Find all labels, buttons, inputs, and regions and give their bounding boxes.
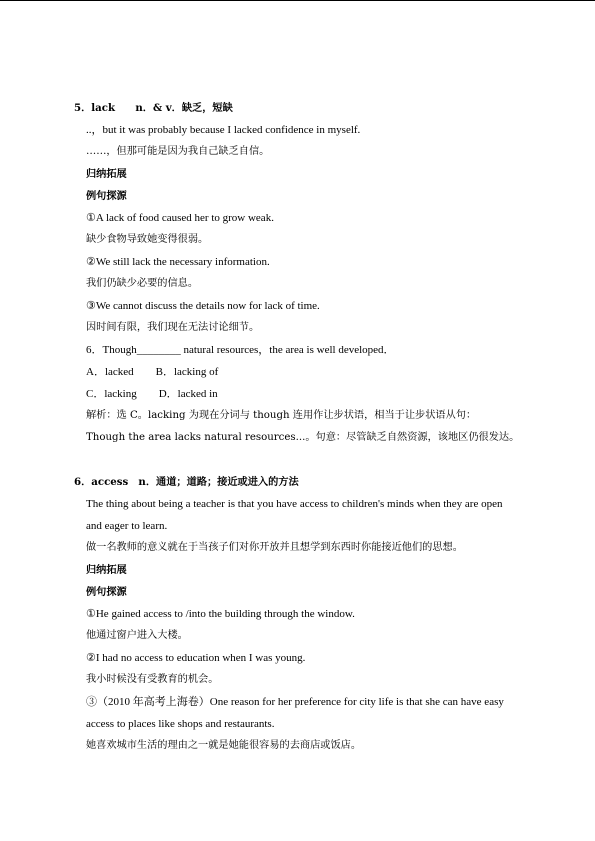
section5-analysis-line1: 解析：选 C。lacking 为现在分词与 though 连用作让步状语，相当于让步状语从句： <box>86 410 477 421</box>
section5-ex3-zh: 因时间有限，我们现在无法讨论细节。 <box>86 322 260 333</box>
section6-ex3-zh: 她喜欢城市生活的理由之一就是她能很容易的去商店或饭店。 <box>86 740 362 751</box>
section5-expand-title: 归纳拓展 <box>86 168 127 180</box>
section6-example-en-line1: The thing about being a teacher is that you have access to children's minds when they are open <box>86 498 503 510</box>
section5-question: 6．Though________ natural resources，the area is well developed． <box>86 344 395 356</box>
section5-source-title: 例句探源 <box>86 190 127 202</box>
section6-ex3-en-line2: access to places like shops and restaurants. <box>86 718 275 730</box>
section5-ex2-zh: 我们仍缺少必要的信息。 <box>86 278 199 289</box>
section5-options-row2: C．lacking D．lacked in <box>86 388 218 400</box>
section5-ex3-en: ③We cannot discuss the details now for lack of time. <box>86 300 320 312</box>
section6-example-zh: 做一名教师的意义就在于当孩子们对你开放并且想学到东西时你能接近他们的思想。 <box>86 542 463 553</box>
section6-heading: 6．access n．通道；道路；接近或进入的方法 <box>74 476 299 488</box>
section5-example-en: ..，but it was probably because I lacked confidence in myself. <box>86 124 361 136</box>
section5-ex1-en: ①A lack of food caused her to grow weak. <box>86 212 274 224</box>
section6-source-title: 例句探源 <box>86 586 127 598</box>
section6-ex3-en-line1: ③（2010 年高考上海卷）One reason for her preference for city life is that she can have easy <box>86 696 504 708</box>
section5-ex2-en: ②We still lack the necessary information. <box>86 256 270 268</box>
section6-example-en-line2: and eager to learn. <box>86 520 168 532</box>
section5-options-row1: A．lacked B．lacking of <box>86 366 219 378</box>
section6-ex2-zh: 我小时候没有受教育的机会。 <box>86 674 219 685</box>
section5-example-zh: ……，但那可能是因为我自己缺乏自信。 <box>86 146 270 157</box>
section5-analysis-line2: Though the area lacks natural resources...。句意：尽管缺乏自然资源，该地区仍很发达。 <box>86 432 520 443</box>
section6-ex1-zh: 他通过窗户进入大楼。 <box>86 630 188 641</box>
section6-ex2-en: ②I had no access to education when I was young. <box>86 652 306 664</box>
section5-heading: 5．lack n．& v．缺乏，短缺 <box>74 102 233 114</box>
section6-expand-title: 归纳拓展 <box>86 564 127 576</box>
section5-ex1-zh: 缺少食物导致她变得很弱。 <box>86 234 209 245</box>
section6-ex1-en: ①He gained access to /into the building through the window. <box>86 608 355 620</box>
